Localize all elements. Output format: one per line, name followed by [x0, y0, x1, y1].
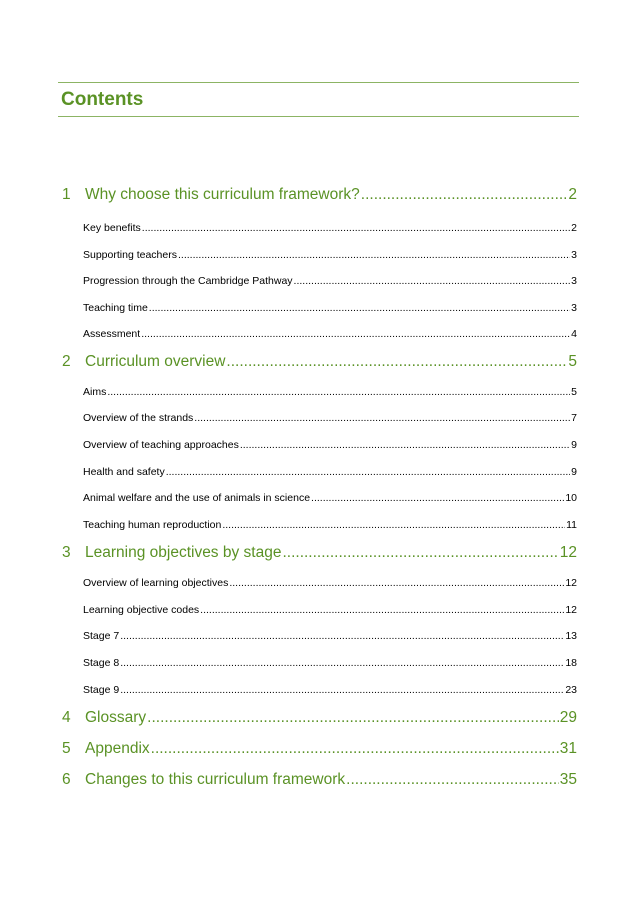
toc-leader-dots	[311, 490, 564, 506]
toc-leader-dots	[120, 682, 564, 698]
toc-entry-title: Health and safety	[83, 466, 165, 478]
toc-entry-title: Overview of teaching approaches	[83, 439, 239, 451]
toc-leader-dots	[346, 769, 559, 791]
toc-entry[interactable]	[83, 464, 577, 480]
toc-leader-dots	[282, 542, 558, 564]
toc-entry[interactable]	[83, 655, 577, 671]
toc-entry-title: Progression through the Cambridge Pathway	[83, 275, 293, 287]
toc-page-number: 29	[559, 709, 577, 726]
toc-entry[interactable]	[83, 517, 577, 533]
toc-page-number: 2	[568, 186, 577, 203]
header-rule-top	[58, 82, 579, 83]
toc-section-title: Learning objectives by stage	[85, 544, 282, 561]
toc-page-number: 4	[571, 328, 577, 340]
toc-page-number: 7	[571, 412, 577, 424]
toc-entry[interactable]	[83, 602, 577, 618]
toc-page-number: 31	[559, 740, 577, 757]
toc-leader-dots	[200, 602, 564, 618]
toc-section[interactable]	[62, 738, 577, 760]
toc-section[interactable]	[62, 542, 577, 564]
toc-leader-dots	[229, 575, 564, 591]
toc-entry-title: Overview of the strands	[83, 412, 194, 424]
toc-page-number: 9	[571, 439, 577, 451]
toc-section-title: Changes to this curriculum framework	[85, 771, 346, 788]
toc-page-number: 23	[565, 684, 577, 696]
toc-leader-dots	[141, 326, 570, 342]
toc-section[interactable]	[62, 707, 577, 729]
page-title: Contents	[61, 89, 144, 110]
toc-entry[interactable]	[83, 220, 577, 236]
toc-leader-dots	[147, 707, 559, 729]
toc-entry[interactable]	[83, 247, 577, 263]
toc-entry-title: Teaching human reproduction	[83, 519, 222, 531]
toc-entry-title: Assessment	[83, 328, 141, 340]
toc-page-number: 3	[571, 249, 577, 261]
toc-page-number: 12	[559, 544, 577, 561]
toc-leader-dots	[166, 464, 570, 480]
toc-entry[interactable]	[83, 300, 577, 316]
header-rule-bottom	[58, 116, 579, 117]
toc-entry-title: Overview of learning objectives	[83, 577, 229, 589]
toc-leader-dots	[107, 384, 570, 400]
toc-section-number: 1	[62, 186, 71, 203]
toc-leader-dots	[240, 437, 570, 453]
toc-section-number: 3	[62, 544, 71, 561]
toc-page-number: 2	[571, 222, 577, 234]
toc-page-number: 12	[565, 604, 577, 616]
toc-leader-dots	[178, 247, 570, 263]
toc-entry-title: Stage 9	[83, 684, 120, 696]
toc-entry-title: Animal welfare and the use of animals in science	[83, 492, 311, 504]
toc-entry[interactable]	[83, 575, 577, 591]
toc-entry-title: Teaching time	[83, 302, 148, 314]
toc-entry-title: Aims	[83, 386, 107, 398]
toc-leader-dots	[120, 655, 564, 671]
toc-leader-dots	[222, 517, 565, 533]
toc-section-title: Appendix	[85, 740, 150, 757]
toc-section-number: 4	[62, 709, 71, 726]
toc-page-number: 11	[566, 519, 577, 531]
toc-leader-dots	[194, 410, 570, 426]
toc-section-number: 6	[62, 771, 71, 788]
toc-section[interactable]	[62, 351, 577, 373]
toc-entry[interactable]	[83, 326, 577, 342]
toc-entry-title: Learning objective codes	[83, 604, 200, 616]
toc-entry[interactable]	[83, 410, 577, 426]
toc-leader-dots	[120, 628, 564, 644]
toc-page-number: 3	[571, 275, 577, 287]
toc-section[interactable]	[62, 769, 577, 791]
toc-leader-dots	[226, 351, 567, 373]
toc-entry-title: Stage 7	[83, 630, 120, 642]
toc-page-number: 5	[568, 353, 577, 370]
toc-section-title: Glossary	[85, 709, 147, 726]
toc-entry[interactable]	[83, 628, 577, 644]
toc-page-number: 18	[565, 657, 577, 669]
toc-entry[interactable]	[83, 437, 577, 453]
toc-page-number: 3	[571, 302, 577, 314]
toc-section-number: 2	[62, 353, 71, 370]
toc-leader-dots	[294, 273, 571, 289]
toc-leader-dots	[151, 738, 559, 760]
toc-page-number: 12	[565, 577, 577, 589]
toc-page-number: 35	[559, 771, 577, 788]
toc-entry-title: Key benefits	[83, 222, 141, 234]
toc-section-title: Curriculum overview	[85, 353, 226, 370]
toc-entry-title: Supporting teachers	[83, 249, 177, 261]
toc-entry[interactable]	[83, 384, 577, 400]
toc-leader-dots	[361, 184, 568, 206]
toc-entry[interactable]	[83, 490, 577, 506]
toc-leader-dots	[149, 300, 570, 316]
toc-entry[interactable]	[83, 273, 577, 289]
toc-section-number: 5	[62, 740, 71, 757]
toc-leader-dots	[142, 220, 570, 236]
toc-page-number: 5	[571, 386, 577, 398]
toc-entry-title: Stage 8	[83, 657, 120, 669]
toc-section-title: Why choose this curriculum framework?	[85, 186, 360, 203]
toc-section[interactable]	[62, 184, 577, 206]
toc-page-number: 10	[565, 492, 577, 504]
toc-entry[interactable]	[83, 682, 577, 698]
toc-page-number: 13	[565, 630, 577, 642]
toc-page-number: 9	[571, 466, 577, 478]
